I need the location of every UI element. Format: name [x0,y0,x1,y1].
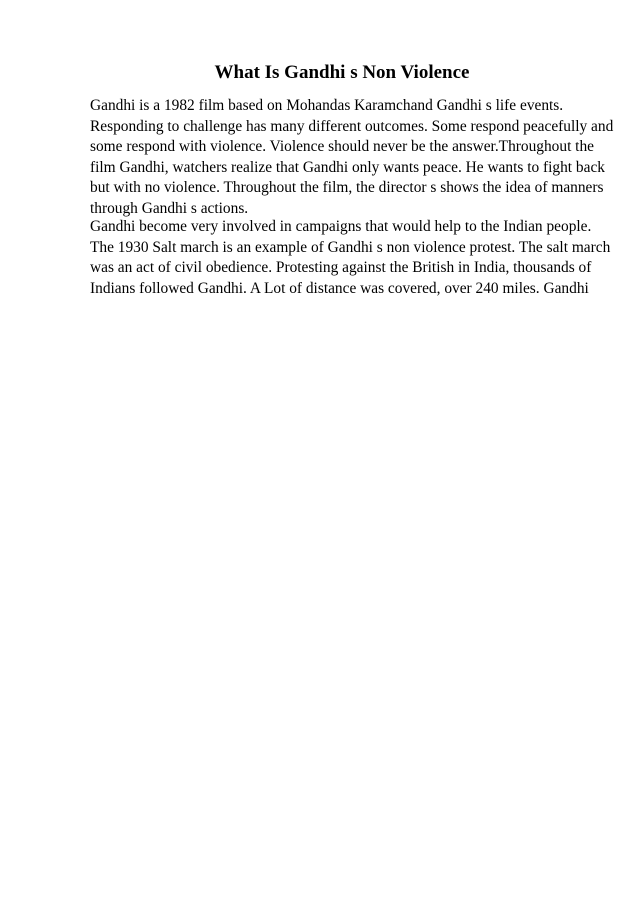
paragraph-line: Gandhi is a 1982 film based on Mohandas Karamchand Gandhi s life events. [90,97,564,114]
paragraph-2 [90,217,610,299]
paragraph-line: some respond with violence. Violence should never be the answer.Throughout the [90,138,594,156]
paragraph-line: Responding to challenge has many different outcomes. Some respond peacefully and [90,117,614,135]
paragraph-line: film Gandhi, watchers realize that Gandhi only wants peace. He wants to fight back [90,158,605,176]
paragraph-line: but with no violence. Throughout the film, the director s shows the idea of manners [90,179,604,197]
paragraph-line: was an act of civil obedience. Protesting against the British in India, thousands of [90,259,592,277]
paragraph-1 [90,96,613,220]
paragraph-line: The 1930 Salt march is an example of Gandhi s non violence protest. The salt march [90,238,611,256]
paragraph-line: Indians followed Gandhi. A Lot of distance was covered, over 240 miles. Gandhi [90,279,589,297]
document-title: What Is Gandhi s Non Violence [214,62,470,83]
paragraph-line: through Gandhi s actions. [90,199,249,217]
paragraph-line: Gandhi become very involved in campaigns that would help to the Indian people. [90,218,592,235]
